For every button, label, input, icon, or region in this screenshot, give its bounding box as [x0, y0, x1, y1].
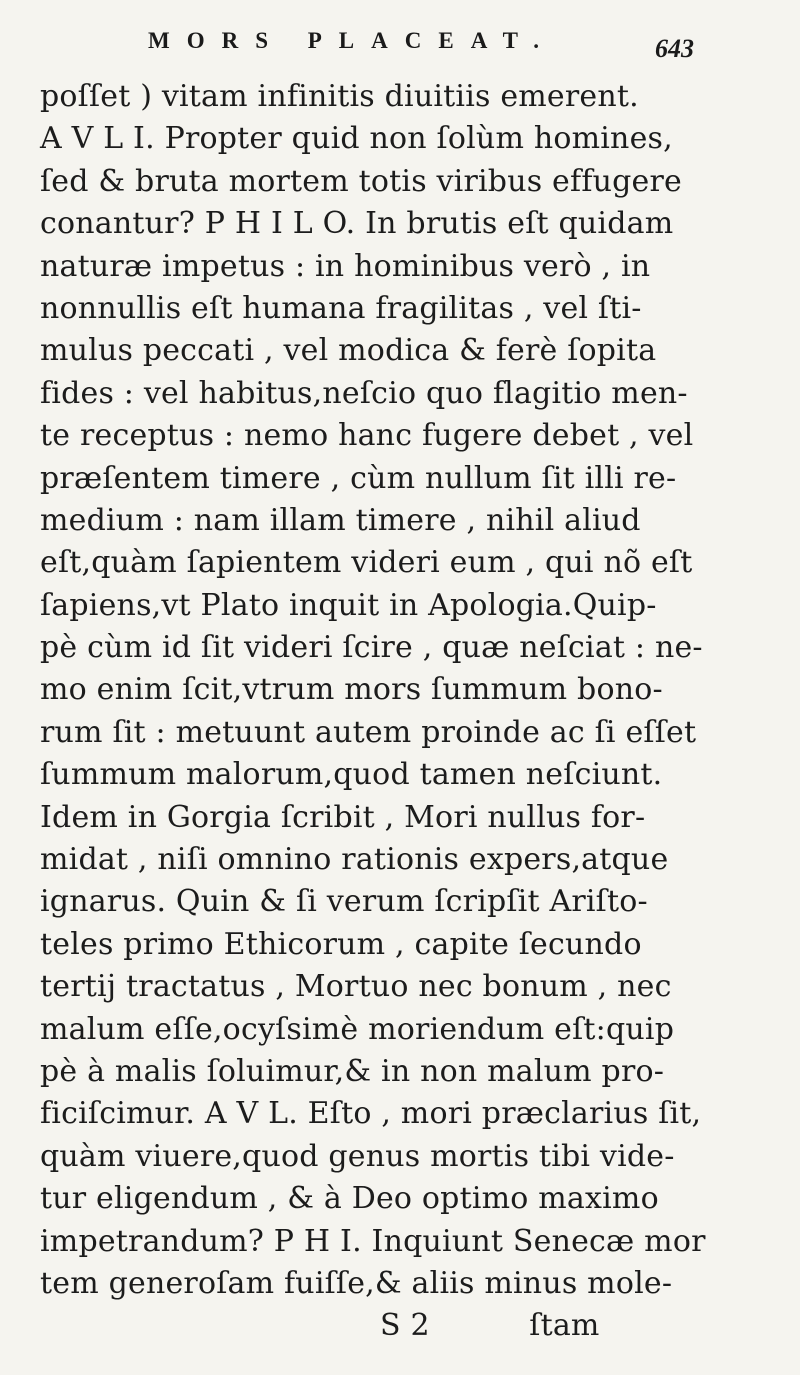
- text-line: ignarus. Quin & ſi verum ſcripſit Ariſto-: [40, 884, 648, 920]
- text-line: nonnullis eſt humana fragilitas , vel ſti-: [40, 290, 642, 326]
- signature-mark: S 2: [380, 1308, 430, 1344]
- text-line: medium : nam illam timere , nihil aliud: [40, 502, 641, 538]
- text-line: Idem in Gorgia ſcribit , Mori nullus for-: [40, 799, 646, 835]
- text-line: te receptus : nemo hanc fugere debet , vel: [40, 418, 694, 454]
- body-text: [40, 76, 780, 1348]
- running-head-title: MORS PLACEAT.: [148, 28, 556, 53]
- text-line: ſapiens,vt Plato inquit in Apologia.Quip-: [40, 587, 657, 623]
- text-line: tur eligendum , & à Deo optimo maximo: [40, 1181, 659, 1217]
- text-line: naturæ impetus : in hominibus verò , in: [40, 248, 651, 284]
- signature-line: [40, 1305, 780, 1347]
- text-line: midat , niſi omnino rationis expers,atque: [40, 842, 669, 878]
- text-line: impetrandum? P H I. Inquiunt Senecæ mor: [40, 1223, 706, 1259]
- text-line: poſſet ) vitam infinitis diuitiis emerent.: [40, 79, 639, 114]
- text-line: tem generoſam fuiſſe,& aliis minus mole-: [40, 1265, 673, 1301]
- text-line: fides : vel habitus,neſcio quo flagitio men-: [40, 375, 688, 411]
- text-line: ſed & bruta mortem totis viribus effugere: [40, 163, 682, 199]
- text-line: ficiſcimur. A V L. Eſto , mori præclarius ſit,: [40, 1096, 702, 1132]
- text-line: pè à malis ſoluimur,& in non malum pro-: [40, 1053, 665, 1089]
- text-line: quàm viuere,quod genus mortis tibi vide-: [40, 1138, 675, 1174]
- running-head: [148, 28, 694, 68]
- text-line: A V L I. Propter quid non ſolùm homines,: [40, 121, 673, 157]
- text-line: tertij tractatus , Mortuo nec bonum , nec: [40, 969, 672, 1005]
- text-line: præſentem timere , cùm nullum ſit illi re-: [40, 460, 677, 496]
- text-line: rum ſit : metuunt autem proinde ac ſi eſſet: [40, 714, 697, 750]
- text-line: conantur? P H I L O. In brutis eſt quidam: [40, 206, 674, 242]
- text-line: malum eſſe,ocyſsimè moriendum eſt:quip: [40, 1011, 675, 1047]
- text-line: pè cùm id ſit videri ſcire , quæ neſciat : ne-: [40, 630, 703, 666]
- text-line: eſt,quàm ſapientem videri eum , qui nõ eſt: [40, 545, 693, 581]
- text-line: teles primo Ethicorum , capite ſecundo: [40, 926, 642, 962]
- catchword: ſtam: [529, 1308, 600, 1344]
- page-number: 643: [655, 34, 694, 63]
- text-line: ſummum malorum,quod tamen neſciunt.: [40, 757, 663, 793]
- text-line: mo enim ſcit,vtrum mors ſummum bono-: [40, 672, 663, 708]
- text-line: mulus peccati , vel modica & ferè ſopita: [40, 333, 657, 369]
